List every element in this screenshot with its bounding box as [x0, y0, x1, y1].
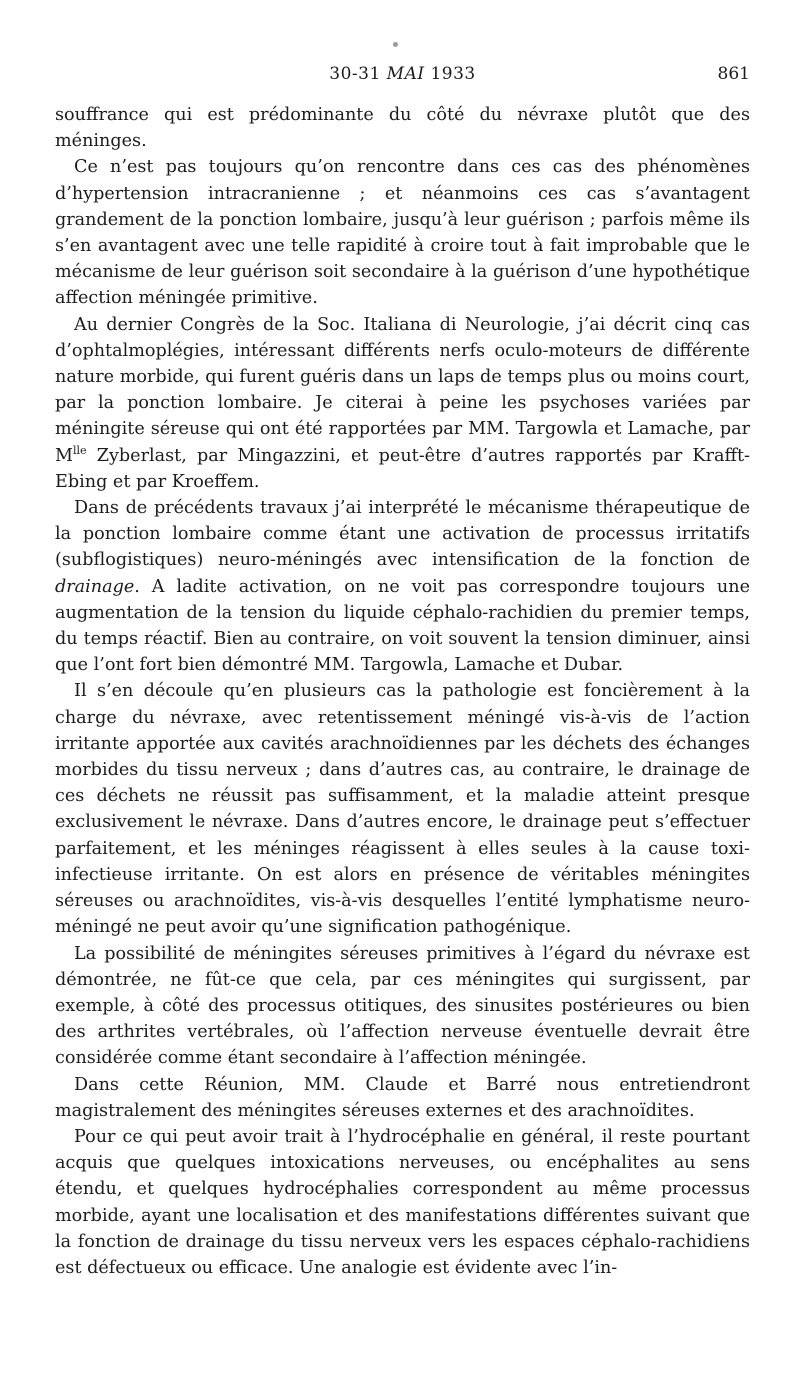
paragraph — [55, 312, 750, 495]
paragraph: Il s’en découle qu’en plusieurs cas la pathologie est foncièrement à la charge du névraxe, avec retentissement méningé vis-à-vis de l’action irritante apportée aux cavités arachnoïdiennes par les déchets des échanges morbides du tissu nerveux ; dans d’autres cas, au contraire, le drainage de ces déchets ne réussit pas suffisamment, et la maladie atteint presque exclusivement le névraxe. Dans d’autres encore, le drainage peut s’effectuer parfaitement, et les méninges réagissent à elles seules à la cause toxi-infectieuse irritante. On est alors en présence de véritables méningites séreuses ou arachnoïdites, vis-à-vis desquelles l’entité lymphatisme neuro-méningé ne peut avoir qu’une signification pathogénique. — [55, 681, 750, 938]
italic-term: drainage — [55, 576, 135, 597]
header-date — [55, 64, 750, 84]
superscript-abbrev: lle — [73, 443, 87, 457]
paragraph: La possibilité de méningites séreuses primitives à l’égard du névraxe est démontrée, ne fût-ce que cela, par ces méningites qui surgissent, par exemple, à côté des processus otitiques, des sinusites postérieures ou bien des arthrites vertébrales, où l’affection nerveuse éventuelle devrait être considérée comme étant secondaire à l’affection méningée. — [55, 943, 750, 1069]
paragraph: Dans cette Réunion, MM. Claude et Barré nous entretiendront magistralement des méningites séreuses externes et des arachnoïdites. — [55, 1074, 750, 1121]
running-head — [55, 64, 750, 88]
paragraph-text: Dans de précédents travaux j’ai interprété le mécanisme thérapeutique de la ponction lombaire comme étant une activation de processus irritatifs (subflogistiques) neuro-méningés avec intensification de la fonction de — [55, 498, 750, 571]
header-date-prefix: 30-31 — [329, 64, 381, 84]
header-year: 1933 — [430, 64, 476, 84]
paragraph-text: Zyberlast, par Mingazzini, et peut-être d’autres rapportés par Krafft-Ebing et par Kroeffem. — [55, 445, 750, 492]
paragraph: souffrance qui est prédominante du côté du névraxe plutôt que des méninges. — [55, 105, 750, 152]
paragraph — [55, 495, 750, 678]
header-month: MAI — [386, 64, 425, 84]
paragraph-text: . A ladite activation, on ne voit pas correspondre toujours une augmentation de la tension du liquide céphalo-rachidien du premier temps, du temps réactif. Bien au contraire, on voit souvent la tension diminuer, ainsi que l’ont fort bien démontré MM. Targowla, Lamache et Dubar. — [55, 576, 750, 676]
printer-mark — [393, 42, 398, 47]
article-body — [55, 102, 750, 1281]
paragraph: Pour ce qui peut avoir trait à l’hydrocéphalie en général, il reste pourtant acquis que quelques intoxications nerveuses, ou encéphalites au sens étendu, et quelques hydrocéphalies correspondent au même processus morbide, ayant une localisation et des manifestations différentes suivant que la fonction de drainage du tissu nerveux vers les espaces céphalo-rachidiens est défectueux ou efficace. Une analogie est évidente avec l’in- — [55, 1126, 750, 1278]
page-number: 861 — [717, 64, 750, 84]
paragraph: Ce n’est pas toujours qu’on rencontre dans ces cas des phénomènes d’hypertension intracranienne ; et néanmoins ces cas s’avantagent grandement de la ponction lombaire, jusqu’à leur guérison ; parfois même ils s’en avantagent avec une telle rapidité à croire tout à fait improbable que le mécanisme de leur guérison soit secondaire à la guérison d’une hypothétique affection méningée primitive. — [55, 157, 750, 309]
paragraph-text: Au dernier Congrès de la Soc. Italiana di Neurologie, j’ai décrit cinq cas d’ophtalmoplégies, intéressant différents nerfs oculo-moteurs de différente nature morbide, qui furent guéris dans un laps de temps plus ou moins court, par la ponction lombaire. Je citerai à peine les psychoses variées par méningite séreuse qui ont été rapportées par MM. Targowla et Lamache, par M — [55, 314, 750, 466]
